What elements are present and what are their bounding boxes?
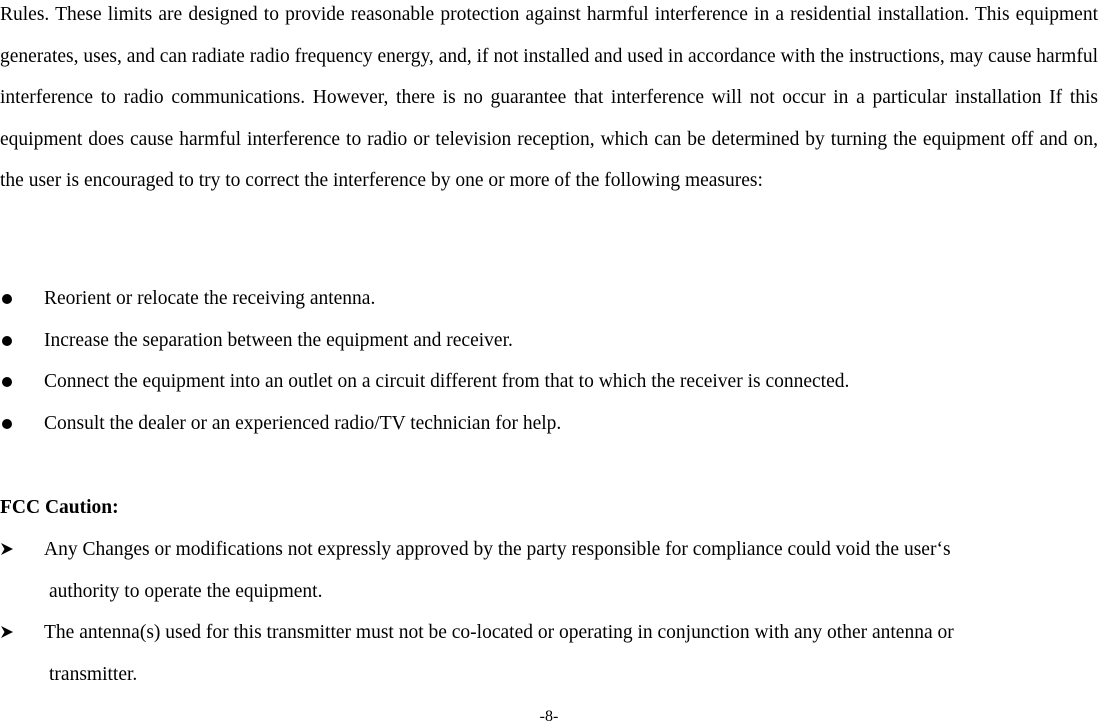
measure-text: Connect the equipment into an outlet on a circuit different from that to which the receiver is connected. [44,371,850,392]
list-item [0,278,1098,320]
filled-circle-bullet-icon [2,294,12,304]
list-item [0,403,1098,445]
filled-circle-bullet-icon [2,419,12,429]
arrowhead-bullet-icon [0,542,14,556]
measure-text: Reorient or relocate the receiving antenna. [44,288,376,309]
list-item [0,529,1098,612]
measures-list [0,278,1098,444]
fcc-caution-heading: FCC Caution: [0,497,119,518]
cautions-list [0,529,1098,695]
page-number: -8- [539,708,559,725]
caution-text-line1: Any Changes or modifications not expressly approved by the party responsible for compliance could void the user‘s [44,539,951,560]
arrowhead-bullet-icon [0,625,14,639]
intro-paragraph: Rules. These limits are designed to provide reasonable protection against harmful interference in a residential installation. This equipment generates, uses, and can radiate radio frequency energy, and, if not installed and used in accordance with the instructions, may cause harmful interference to radio communications. However, there is no guarantee that interference will not occur in a particular installation If this equipment does cause harmful interference to radio or television reception, which can be determined by turning the equipment off and on, the user is encouraged to try to correct the interference by one or more of the following measures: [0,4,1098,191]
filled-circle-bullet-icon [2,336,12,346]
filled-circle-bullet-icon [2,377,12,387]
measure-text: Increase the separation between the equipment and receiver. [44,329,513,351]
measure-text: Consult the dealer or an experienced radio/TV technician for help. [44,412,562,434]
caution-text-line2: authority to operate the equipment. [49,580,323,602]
list-item [0,612,1098,695]
caution-text-line2: transmitter. [49,663,138,685]
list-item [0,361,1098,403]
caution-text-line1: The antenna(s) used for this transmitter must not be co-located or operating in conjunction with any other antenna or [44,622,954,643]
list-item [0,320,1098,362]
